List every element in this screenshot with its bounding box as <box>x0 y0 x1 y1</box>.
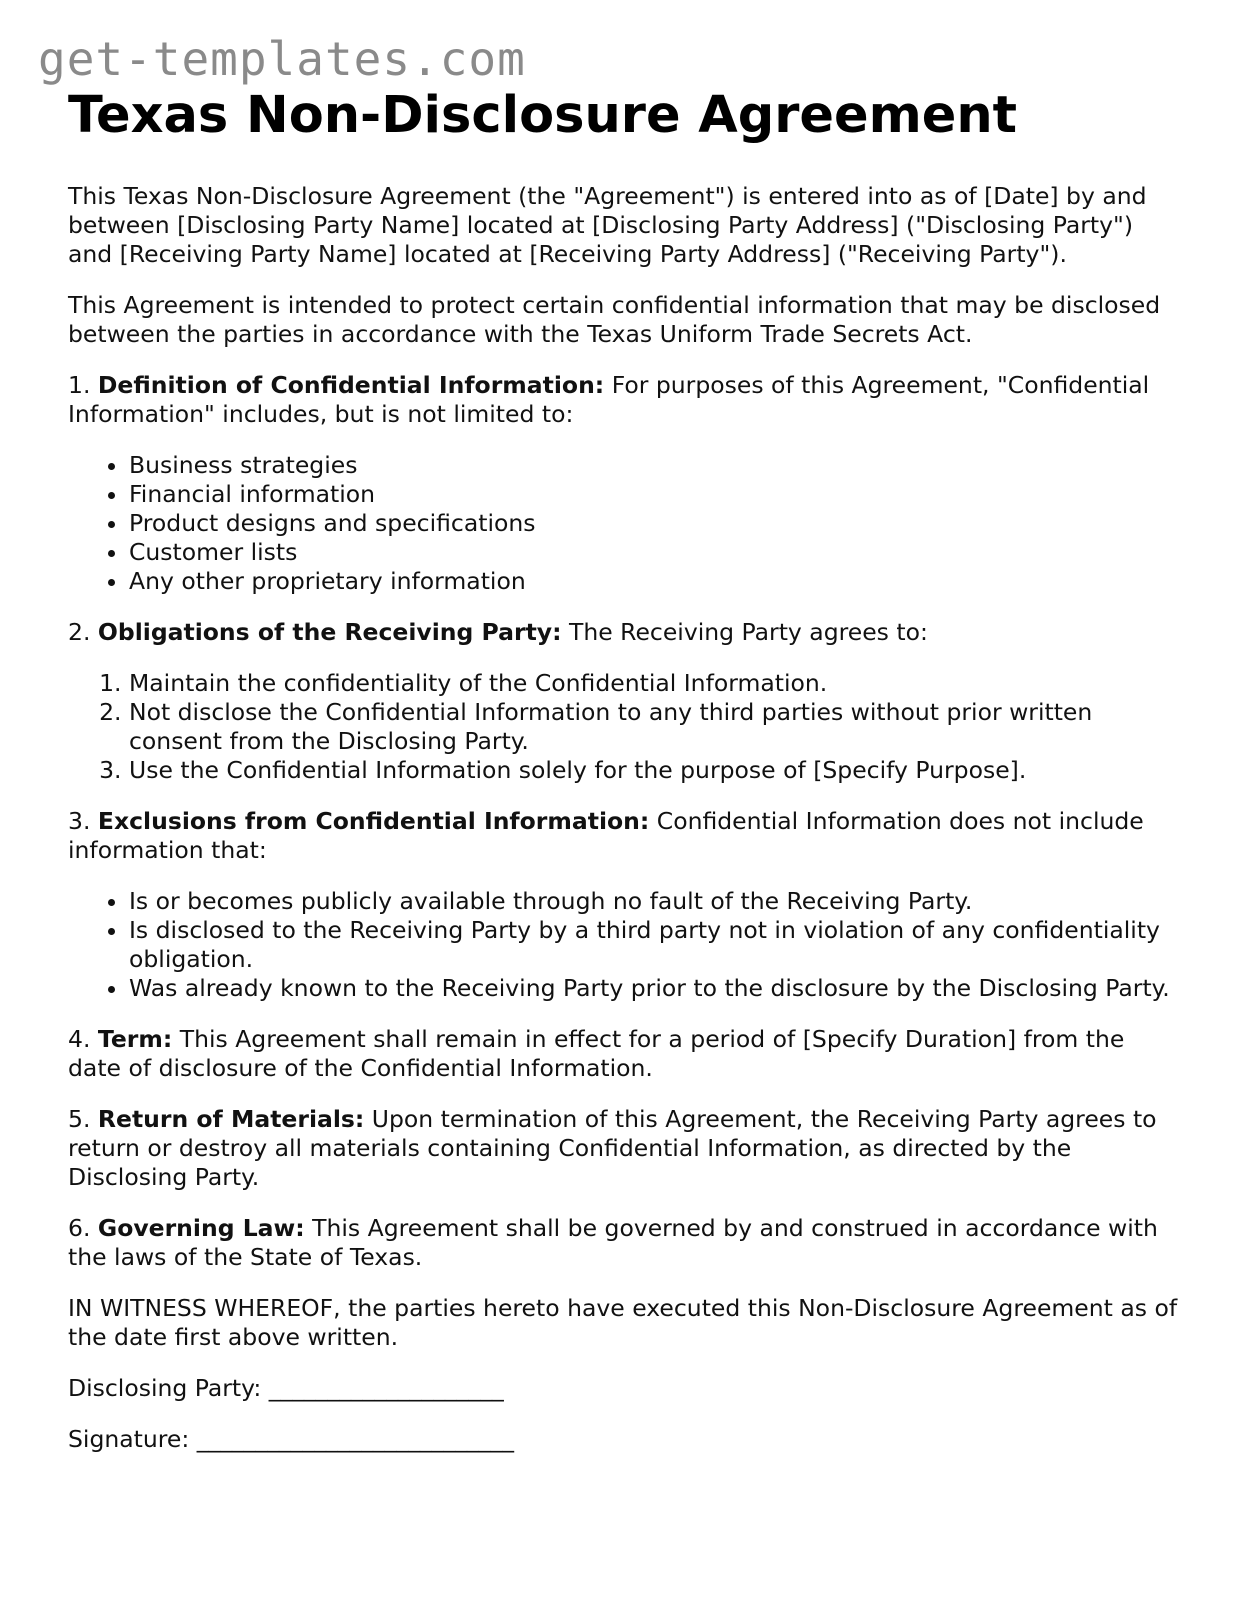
section-number: 6. <box>68 1214 91 1243</box>
section-number: 4. <box>68 1025 91 1054</box>
document-title: Texas Non-Disclosure Agreement <box>68 86 1018 145</box>
section-text: This Agreement shall remain in effect for a period of [Specify Duration] from the date of disclosure of the Confidential Information. <box>68 1025 1125 1083</box>
document-body <box>68 88 1178 1476</box>
section-definition <box>68 371 1178 429</box>
section-number: 1. <box>68 371 91 400</box>
list-item: • Financial information <box>129 480 1178 509</box>
list-item: • Is disclosed to the Receiving Party by a third party not in violation of any confidentiality obligation. <box>129 916 1178 974</box>
watermark: get-templates.com <box>38 32 526 86</box>
list-item: 3. Use the Confidential Information solely for the purpose of [Specify Purpose]. <box>129 756 1178 785</box>
section-text: The Receiving Party agrees to: <box>569 618 928 647</box>
section-number: 3. <box>68 807 91 836</box>
list-item: • Product designs and specifications <box>129 509 1178 538</box>
obligations-list <box>68 669 1178 785</box>
section-heading: Return of Materials: <box>97 1105 365 1134</box>
section-heading: Governing Law: <box>97 1214 305 1243</box>
section-text: Confidential Information does not include information that: <box>68 807 1144 865</box>
witness-paragraph: IN WITNESS WHEREOF, the parties hereto have executed this Non-Disclosure Agreement as of the date first above written. <box>68 1294 1178 1352</box>
section-return-of-materials <box>68 1105 1178 1192</box>
section-text: Upon termination of this Agreement, the Receiving Party agrees to return or destroy all materials containing Confidential Information, as directed by the Disclosing Party. <box>68 1105 1157 1192</box>
section-number: 2. <box>68 618 91 647</box>
intro-paragraph: This Texas Non-Disclosure Agreement (the "Agreement") is entered into as of [Date] by and between [Disclosing Party Name] located at [Disclosing Party Address] ("Disclosing Party") and [Receiving Party Name] located at [Receiving Party Address] ("Receiving Party"). <box>68 182 1147 269</box>
list-item: • Business strategies <box>129 451 1178 480</box>
confidential-info-list <box>68 451 1178 596</box>
purpose-paragraph: This Agreement is intended to protect certain confidential information that may be disclosed between the parties in accordance with the Texas Uniform Trade Secrets Act. <box>68 291 1161 349</box>
section-obligations <box>68 618 1178 647</box>
section-heading: Definition of Confidential Information: <box>97 371 605 400</box>
exclusions-list <box>68 887 1178 1003</box>
section-governing-law <box>68 1214 1178 1272</box>
list-item: • Any other proprietary information <box>129 567 1178 596</box>
section-heading: Term: <box>97 1025 173 1054</box>
disclosing-party-signature-line: Disclosing Party: ____________________ <box>68 1374 504 1403</box>
list-item: • Was already known to the Receiving Party prior to the disclosure by the Disclosing Party. <box>129 974 1178 1003</box>
list-item: 1. Maintain the confidentiality of the Confidential Information. <box>129 669 1178 698</box>
section-text: For purposes of this Agreement, "Confidential Information" includes, but is not limited to: <box>68 371 1150 429</box>
list-item: • Customer lists <box>129 538 1178 567</box>
signature-line: Signature: ___________________________ <box>68 1425 515 1454</box>
list-item: 2. Not disclose the Confidential Information to any third parties without prior written consent from the Disclosing Party. <box>129 698 1178 756</box>
section-heading: Exclusions from Confidential Information: <box>97 807 650 836</box>
list-item: • Is or becomes publicly available through no fault of the Receiving Party. <box>129 887 1178 916</box>
section-term <box>68 1025 1178 1083</box>
section-number: 5. <box>68 1105 91 1134</box>
section-heading: Obligations of the Receiving Party: <box>97 618 562 647</box>
section-text: This Agreement shall be governed by and construed in accordance with the laws of the State of Texas. <box>68 1214 1158 1272</box>
section-exclusions <box>68 807 1178 865</box>
